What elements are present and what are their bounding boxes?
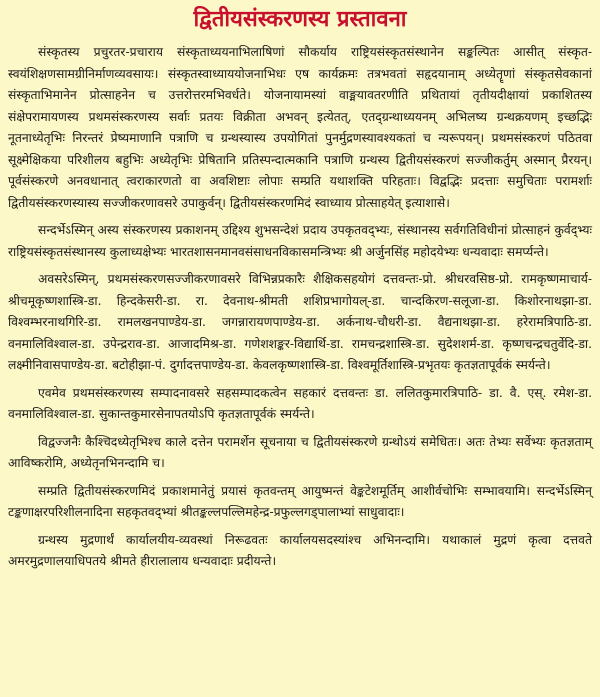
- paragraph-thanks-minister: सन्दर्भेऽस्मिन् अस्य संस्करणस्य प्रकाशनम् उद्दिश्य शुभसन्देशं प्रदाय उपकृतवद्भ्यः, संस्थानस्य सर्वगतिविधीनां प्रोत्साहनं कुर्वद्भ्यः राष्ट्रियसंस्कृतसंस्थानस्य कुलाध्यक्षेभ्यः भारतशासनमानवसंसाधनविकासमन्त्रिभ्यः श्री अर्जुनसिंह महोदयेभ्यः धन्यवादाः समर्प्यन्ते।: [8, 223, 592, 259]
- paragraph-second-edition: सम्प्रति द्वितीयसंस्करणमिदं प्रकाशमानेतुं प्रयासं कृतवन्तम् आयुष्मन्तं वेङ्कटेशमूर्तिम् आशीर्वचोभिः सम्भावयामि। सन्दर्भेऽस्मिन् टङ्कणाक्षरपरिशीलनादिना सहकृतवद्भ्यां श्रीतङ्कल्लपल्लिमहेन्द्र-प्रफुल्लगड्पालाभ्यां साधुवादाः।: [8, 483, 592, 519]
- paragraph-scholars: विद्वज्जनैः कैश्चिदध्येतृभिश्च काले दत्तेन परामर्शेन सूचनाया च द्वितीयसंस्करणे ग्रन्थोऽयं समेधितः। अतः तेभ्यः सर्वेभ्यः कृतज्ञताम् आविष्करोमि, अध्येतृनभिनन्दामि च।: [8, 434, 592, 470]
- paragraph-co-editors: एवमेव प्रथमसंस्करणस्य सम्पादनावसरे सहसम्पादकत्वेन सहकारं दत्तवन्तः डा. ललितकुमारत्रिपाठि- डा. वै. एस्. रमेश-डा. वनमालिविश्वाल-डा. सुकान्तकुमारसेनापतयोऽपि कृतज्ञतापूर्वकं स्मर्यन्ते।: [8, 385, 592, 421]
- paragraph-intro: संस्कृतस्य प्रचुरतर-प्रचाराय संस्कृताध्ययनाभिलाषिणां सौकर्याय राष्ट्रियसंस्कृतसंस्थानेन सङ्कल्पितः आसीत् संस्कृत-स्वयंशिक्षणसामग्रीनिर्माणव्यवसायः। संस्कृतस्वाध्याययोजनाभिधः एष कार्यक्रमः तत्रभवतां सहृदयानाम् अध्येतॄणां संस्कृतसेवकानां संस्कृताभिमानेन प्रोत्साहनेन च उत्तरोत्तरमभिवर्धते। योजनायामस्यां वाङ्मयावतरणीति प्रथितायां तृतीयदीक्षायां प्रकाशितस्य संक्षेपरामायणस्य प्रथमसंस्करणस्य सर्वाः प्रतयः विक्रीता अभवन् इत्येतत्, एतद्ग्रन्थाध्ययनम् अभिलष्य ग्रन्थक्रयणम् इच्छद्भिः नूतनाध्येतृभिः निरन्तरं प्रेष्यमाणानि पत्राणि च ग्रन्थस्यास्य उपयोगितां पुनर्मुद्रणस्यावश्यकतां च न्यरूपयन्। प्रथमसंस्करणं पठितवा सूक्ष्मेक्षिकया परिशीलय बहुभिः अध्येतृभिः प्रेषितानि प्रतिस्पन्दात्मकानि पत्राणि ग्रन्थस्य द्वितीयसंस्करणं सज्जीकर्तुम् अस्मान् प्रैरयन्। पूर्वसंस्करणे अनवधानात् त्वराकारणतो वा अवशिष्टाः लोपाः सम्प्रति यथाशक्ति परिहताः। विद्वद्भिः प्रदत्ताः समुचिताः परामर्शाः द्वितीयसंस्करणस्यास्य सज्जीकरणावसरे उपाकुर्वन्। द्वितीयसंस्करणमिदं स्वाध्याय प्रोत्साहयेत् इत्याशासे।: [8, 45, 592, 210]
- paragraph-contributors: अवसरेऽस्मिन्, प्रथमसंस्करणसज्जीकरणावसरे विभिन्नप्रकारैः शैक्षिकसहयोगं दत्तवन्तः-प्रो. श्रीधरवसिष्ठ-प्रो. रामकृष्णमाचार्य-श्रीचमूकृष्णशास्त्रि-डा. हिन्दकेसरी-डा. रा. देवनाथ-श्रीमती शशिप्रभागोयल्-डा. चान्दकिरण-सलूजा-डा. किशोरनाथझा-डा. विश्वम्भरनाथगिरि-डा. रामलखनपाण्डेय-डा. जगन्नारायणपाण्डेय-डा. अर्कनाथ-चौधरी-डा. वैद्यनाथझा-डा. हरेरामत्रिपाठि-डा. वनमालिविश्वाल-डा. उपेन्द्रराव-डा. आजादमिश्र-डा. गणेशशङ्कर-विद्यार्थि-डा. रामचन्द्रशास्त्रि-डा. सुदेशशर्म-डा. कृष्णचन्द्रचतुर्वेदि-डा. लक्ष्मीनिवासपाण्डेय-डा. बटोहीझा-पं. दुर्गादत्तपाण्डेय-डा. केवलकृष्णशास्त्रि-डा. विश्वमूर्तिशास्त्रि-प्रभृतयः कृतज्ञतापूर्वकं स्मर्यन्ते।: [8, 272, 592, 372]
- paragraph-printing: ग्रन्थस्य मुद्रणार्थं कार्यालयीय-व्यवस्थां निरूढवतः कार्यालयसदस्यांश्च अभिनन्दामि। यथाकालं मुद्रणं कृत्वा दत्तवते अमरमुद्रणालयाधिपतये श्रीमते हीरालालाय धन्यवादाः प्रदीयन्ते।: [8, 532, 592, 568]
- page-title: द्वितीयसंस्करणस्य प्रस्तावना: [193, 7, 407, 32]
